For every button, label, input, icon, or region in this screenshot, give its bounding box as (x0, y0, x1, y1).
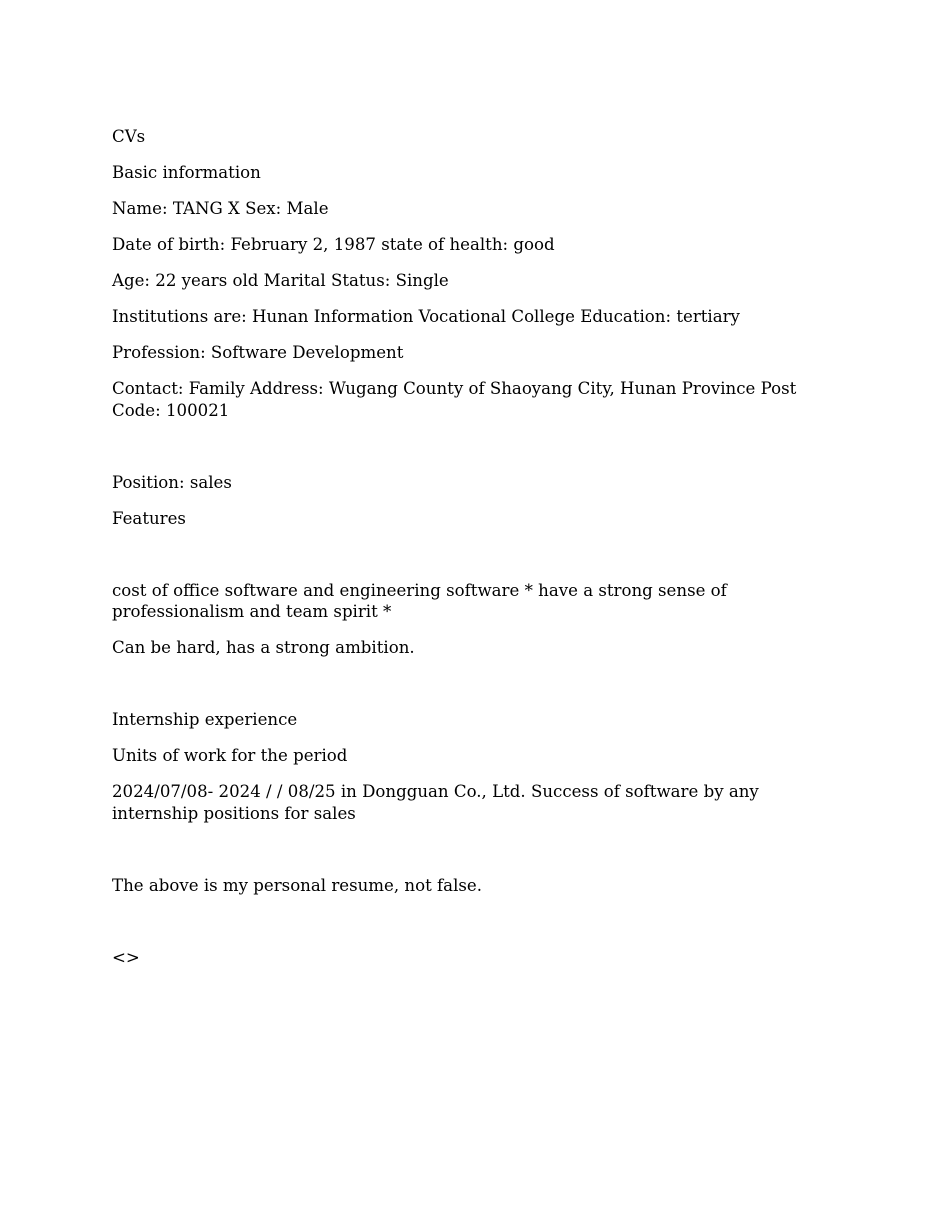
internship-detail: 2024/07/08- 2024 / / 08/25 in Dongguan Co., Ltd. Success of software by any internship positions for sales (112, 782, 759, 823)
dob-health-line: Date of birth: February 2, 1987 state of health: good (112, 235, 555, 254)
blank-line (112, 544, 832, 566)
contact-line: Contact: Family Address: Wugang County of Shaoyang City, Hunan Province Post Code: 100021 (112, 379, 797, 420)
features-line-1: cost of office software and engineering software * have a strong sense of professionalism and team spirit * (112, 580, 727, 621)
internship-heading: Internship experience (112, 710, 298, 729)
blank-line (112, 839, 832, 861)
blank-line (112, 436, 832, 458)
internship-subheading: Units of work for the period (112, 746, 348, 765)
institution-education-line: Institutions are: Hunan Information Vocational College Education: tertiary (112, 307, 740, 326)
blank-line (112, 673, 832, 695)
document-body (112, 126, 832, 983)
age-marital-line: Age: 22 years old Marital Status: Single (112, 271, 449, 290)
basic-info-heading: Basic information (112, 163, 261, 182)
blank-line (112, 911, 832, 933)
footer-mark: <> (112, 947, 140, 967)
name-sex-line: Name: TANG X Sex: Male (112, 199, 329, 218)
profession-line: Profession: Software Development (112, 343, 404, 362)
position-line: Position: sales (112, 472, 232, 492)
document-title: CVs (112, 127, 146, 146)
closing-statement: The above is my personal resume, not false. (112, 875, 482, 895)
features-line-2: Can be hard, has a strong ambition. (112, 638, 415, 657)
features-heading: Features (112, 508, 186, 528)
